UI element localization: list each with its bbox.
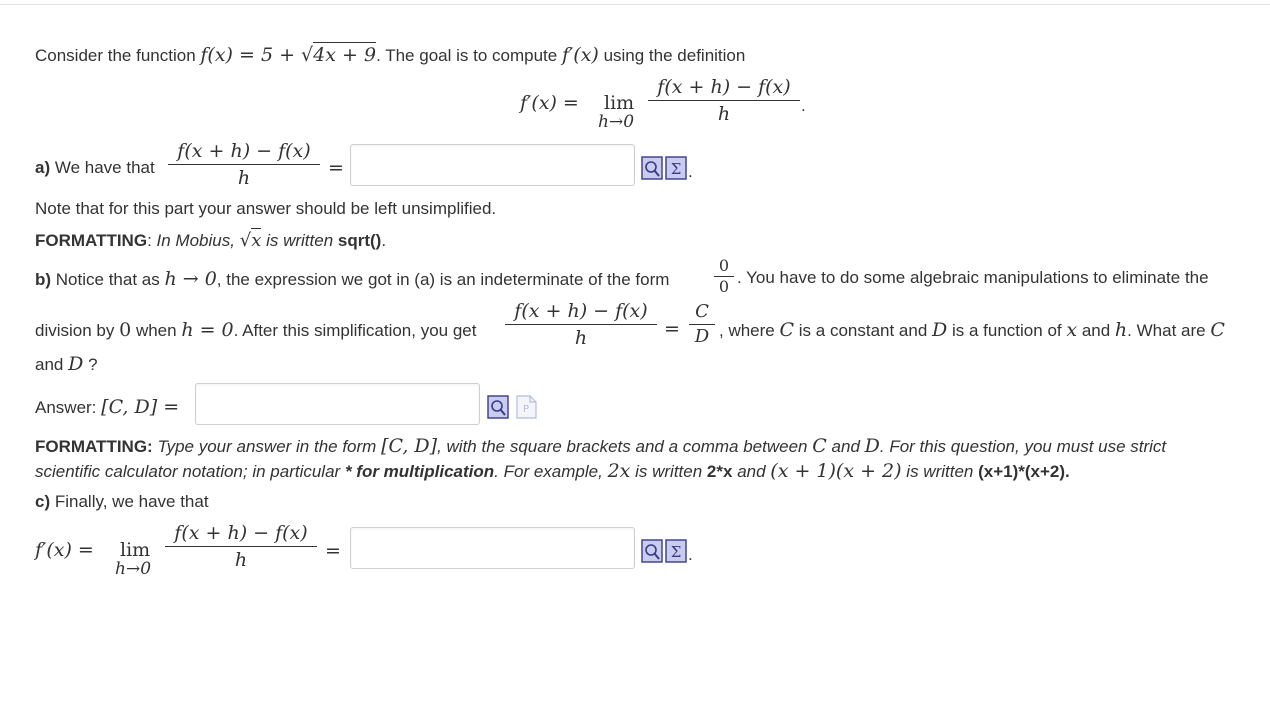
- function-expression: f(x) = 5 + √4x + 9: [200, 44, 377, 66]
- fraction-bar: [689, 324, 715, 325]
- part-c-equals: =: [325, 540, 341, 562]
- equation-editor-icon[interactable]: [665, 156, 687, 180]
- d-symbol: D: [864, 435, 880, 457]
- part-b-text-3: . You have to do some algebraic manipulations to eliminate the: [737, 268, 1209, 287]
- part-c-lim-sub: h→0: [115, 559, 152, 579]
- zero-value: 0: [119, 319, 132, 341]
- part-b-text-11: . What are: [1127, 321, 1206, 340]
- formatting-2-text-5: scientific calculator notation; in particular: [35, 462, 341, 481]
- x-symbol: x: [1066, 319, 1078, 341]
- definition-lim: lim: [604, 92, 635, 114]
- h-equals-zero: h = 0: [181, 319, 234, 341]
- note-text: Note that for this part your answer should be left unsimplified.: [35, 199, 497, 218]
- part-b-text-6: . After this simplification, you get: [233, 321, 477, 340]
- part-a-text: We have that: [54, 158, 155, 177]
- part-b-text-2: , the expression we got in (a) is an indeterminate of the form: [216, 270, 670, 289]
- part-c-text: Finally, we have that: [54, 492, 209, 511]
- fraction-numerator: f(x + h) − f(x): [514, 300, 648, 322]
- part-b-line-3: [35, 353, 98, 375]
- part-b-line-2: [35, 319, 476, 341]
- formatting-2-text-4: . For this question, you must use strict: [879, 437, 1167, 456]
- fraction-bar: [165, 546, 317, 547]
- part-b-line-1: [35, 268, 669, 290]
- preview-icon[interactable]: [641, 156, 663, 180]
- intro-prefix: Consider the function: [35, 46, 196, 65]
- h-symbol: h: [1114, 319, 1128, 341]
- fraction-denominator: h: [717, 103, 731, 125]
- part-b-text-9: is a function of: [952, 321, 1062, 340]
- c-numerator: C: [695, 301, 709, 322]
- part-b-text-4: division by: [35, 321, 115, 340]
- fraction-bar: [168, 164, 320, 165]
- zero-over-zero: [714, 257, 734, 296]
- c-symbol: C: [812, 435, 827, 457]
- fraction-bar: [505, 324, 657, 325]
- part-b-label: b): [35, 270, 52, 289]
- question-mark: ?: [88, 355, 98, 374]
- part-b-text-1: Notice that as: [55, 270, 160, 289]
- intro-line: [35, 44, 745, 66]
- c-over-d: [689, 302, 715, 347]
- part-a-equals: =: [328, 157, 344, 179]
- fraction-numerator: f(x + h) − f(x): [177, 140, 311, 162]
- part-a-fraction: [168, 140, 320, 189]
- definition-lim-sub: h→0: [598, 112, 635, 132]
- example-2-expr: (x + 1)(x + 2): [770, 460, 902, 482]
- formatting-2-line-2: [35, 460, 1070, 482]
- formatting-1: [35, 230, 386, 251]
- part-a-label: a): [35, 158, 51, 177]
- part-b-equals: =: [664, 318, 680, 340]
- part-b-text-10: and: [1081, 321, 1111, 340]
- part-a-period: .: [688, 162, 693, 181]
- formatting-1-code: sqrt(): [337, 231, 382, 250]
- c-symbol: C: [779, 319, 795, 341]
- cd-answer-input[interactable]: [195, 383, 480, 425]
- part-b-text-5: when: [135, 321, 177, 340]
- definition-period: .: [801, 96, 806, 115]
- form-numerator: 0: [718, 256, 730, 275]
- fraction-bar: [648, 100, 800, 101]
- sqrt-example: √x: [239, 230, 262, 251]
- formatting-1-label: FORMATTING: [35, 231, 148, 250]
- h-limit: h → 0: [164, 268, 217, 290]
- part-b-fraction: [505, 300, 657, 349]
- d-symbol: D: [68, 353, 84, 375]
- formatting-2-text-7: is written: [635, 462, 703, 481]
- formatting-2-label: FORMATTING:: [35, 437, 153, 456]
- definition-lhs: f′(x) =: [520, 92, 579, 114]
- formatting-2-text-1: Type your answer in the form: [157, 437, 377, 456]
- top-divider: [0, 4, 1270, 5]
- form-denominator: 0: [718, 277, 730, 296]
- formatting-1-text-b: is written: [266, 231, 334, 250]
- multiplication-rule: * for multiplication: [344, 462, 495, 481]
- formatting-2-text-2: , with the square brackets and a comma between: [437, 437, 808, 456]
- formatting-1-colon: :: [147, 231, 152, 250]
- part-c-intro: [35, 492, 209, 512]
- part-c-label: c): [35, 492, 51, 511]
- svg-text:P: P: [522, 404, 530, 415]
- example-1-code: 2*x: [706, 462, 733, 481]
- example-1-expr: 2x: [607, 460, 631, 482]
- part-c-lim: lim: [120, 539, 151, 561]
- formatting-2-text-6: . For example,: [494, 462, 603, 481]
- fraction-denominator: h: [574, 327, 588, 349]
- answer-expression: [C, D] =: [101, 396, 180, 418]
- part-c-lhs: f′(x) =: [35, 539, 94, 561]
- formatting-2-line-1: [35, 435, 1166, 457]
- plot-icon[interactable]: [515, 395, 537, 419]
- fraction-denominator: h: [237, 167, 251, 189]
- part-b-text-8: is a constant and: [798, 321, 928, 340]
- part-c-period: .: [688, 545, 693, 564]
- d-denominator: D: [694, 326, 710, 347]
- part-c-answer-input[interactable]: [350, 527, 635, 569]
- formatting-2-text-8: and: [737, 462, 766, 481]
- part-a-intro: [35, 158, 155, 178]
- preview-icon[interactable]: [487, 395, 509, 419]
- equation-editor-icon[interactable]: [665, 539, 687, 563]
- fprime-symbol: f′(x): [561, 44, 599, 66]
- intro-middle: . The goal is to compute: [376, 46, 558, 65]
- d-symbol: D: [932, 319, 948, 341]
- part-c-fraction: [165, 522, 317, 571]
- c-symbol: C: [1210, 319, 1225, 341]
- svg-text:Σ: Σ: [670, 160, 682, 178]
- answer-line: [35, 396, 179, 418]
- part-b-text-12: and: [35, 355, 64, 374]
- fraction-numerator: f(x + h) − f(x): [174, 522, 308, 544]
- formatting-2-text-9: is written: [906, 462, 974, 481]
- formatting-1-text-a: In Mobius,: [156, 231, 235, 250]
- part-a-answer-input[interactable]: [350, 144, 635, 186]
- formatting-2-text-3: and: [831, 437, 860, 456]
- part-b-line-2-rest: [719, 319, 1225, 341]
- example-2-code: (x+1)*(x+2).: [978, 462, 1070, 481]
- formatting-1-period: .: [381, 231, 387, 250]
- definition-fraction: [648, 76, 800, 125]
- fraction-numerator: f(x + h) − f(x): [657, 76, 791, 98]
- form-expression: [C, D]: [381, 435, 438, 457]
- preview-icon[interactable]: [641, 539, 663, 563]
- svg-text:Σ: Σ: [670, 543, 682, 561]
- fraction-denominator: h: [234, 549, 248, 571]
- answer-label: Answer:: [35, 398, 97, 417]
- part-b-text-7: , where: [719, 321, 775, 340]
- intro-suffix: using the definition: [603, 46, 746, 65]
